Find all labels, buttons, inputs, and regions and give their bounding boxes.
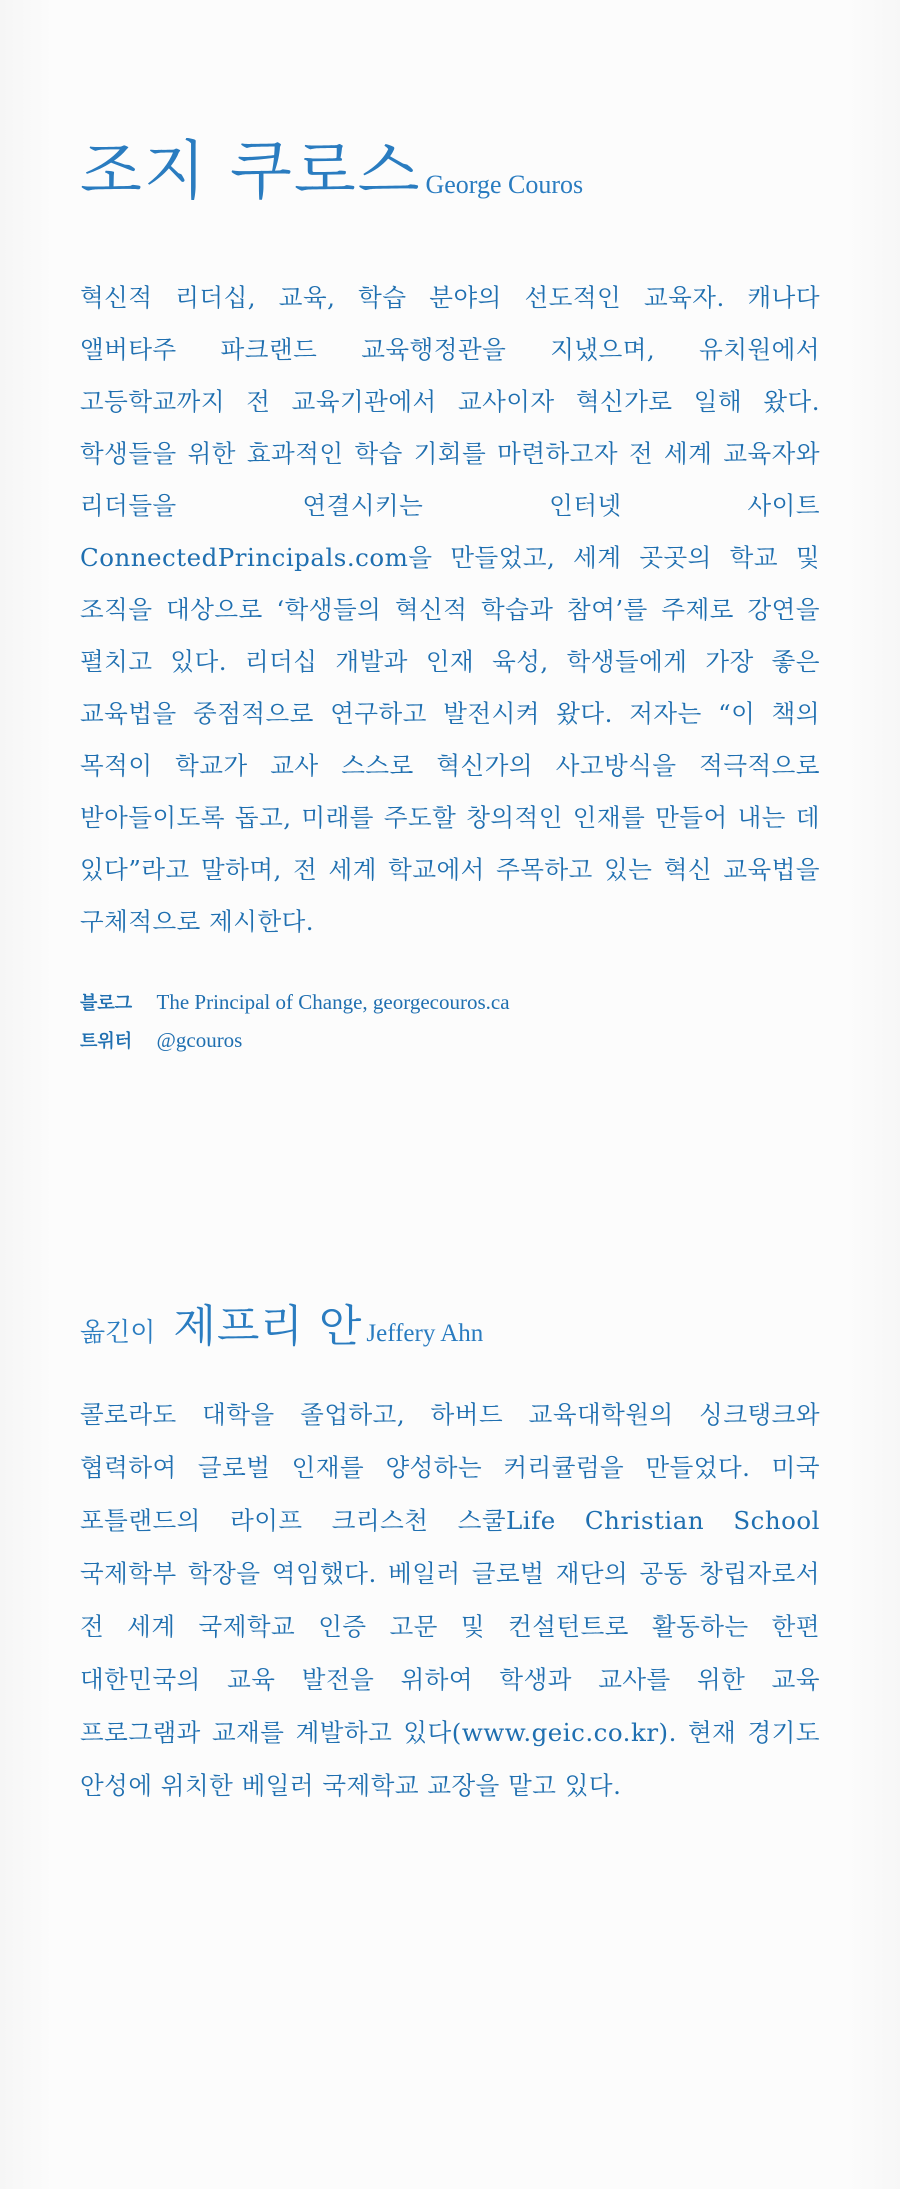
blog-value: The Principal of Change, georgecouros.ca xyxy=(156,990,510,1014)
author-name-korean: 조지 쿠로스 xyxy=(80,135,422,209)
translator-heading xyxy=(80,1290,820,1354)
author-heading xyxy=(80,120,820,212)
translator-bio: 콜로라도 대학을 졸업하고, 하버드 교육대학원의 싱크탱크와 협력하여 글로벌 인재를 양성하는 커리큘럼을 만들었다. 미국 포틀랜드의 라이프 크리스천 스쿨Life Christian School 국제학부 학장을 역임했다. 베일러 글로벌 재단의 공동 창립자로서 전 세계 국제학교 인증 고문 및 컨설턴트로 활동하는 한편 대한민국의 교육 발전을 위하여 학생과 교사를 위한 교육 프로그램과 교재를 계발하고 있다(www.geic.co.kr). 현재 경기도 안성에 위치한 베일러 국제학교 교장을 맡고 있다. xyxy=(80,1400,820,1800)
translator-name-korean: 제프리 안 xyxy=(173,1301,363,1352)
author-name-english: George Couros xyxy=(425,170,584,199)
blog-label: 블로그 xyxy=(80,993,133,1014)
twitter-link-row xyxy=(80,1022,820,1060)
translator-section xyxy=(80,1290,820,1837)
twitter-label: 트위터 xyxy=(80,1031,133,1052)
translator-name-english: Jeffery Ahn xyxy=(366,1320,484,1347)
translator-role-label: 옮긴이 xyxy=(80,1318,156,1348)
author-links xyxy=(80,984,820,1060)
blog-link-row xyxy=(80,984,820,1022)
twitter-value: @gcouros xyxy=(156,1028,243,1052)
author-bio: 혁신적 리더십, 교육, 학습 분야의 선도적인 교육자. 캐나다 앨버타주 파크랜드 교육행정관을 지냈으며, 유치원에서 고등학교까지 전 교육기관에서 교사이자 혁신가로 일해 왔다. 학생들을 위한 효과적인 학습 기회를 마련하고자 전 세계 교육자와 리더들을 연결시키는 인터넷 사이트 ConnectedPrincipals.com을 만들었고, 세계 곳곳의 학교 및 조직을 대상으로 ‘학생들의 혁신적 학습과 참여’를 주제로 강연을 펼치고 있다. 리더십 개발과 인재 육성, 학생들에게 가장 좋은 교육법을 중점적으로 연구하고 발전시켜 왔다. 저자는 “이 책의 목적이 학교가 교사 스스로 혁신가의 사고방식을 적극적으로 받아들이도록 돕고, 미래를 주도할 창의적인 인재를 만들어 내는 데 있다”라고 말하며, 전 세계 학교에서 주목하고 있는 혁신 교육법을 구체적으로 제시한다. xyxy=(80,283,820,936)
author-section xyxy=(80,120,820,1060)
